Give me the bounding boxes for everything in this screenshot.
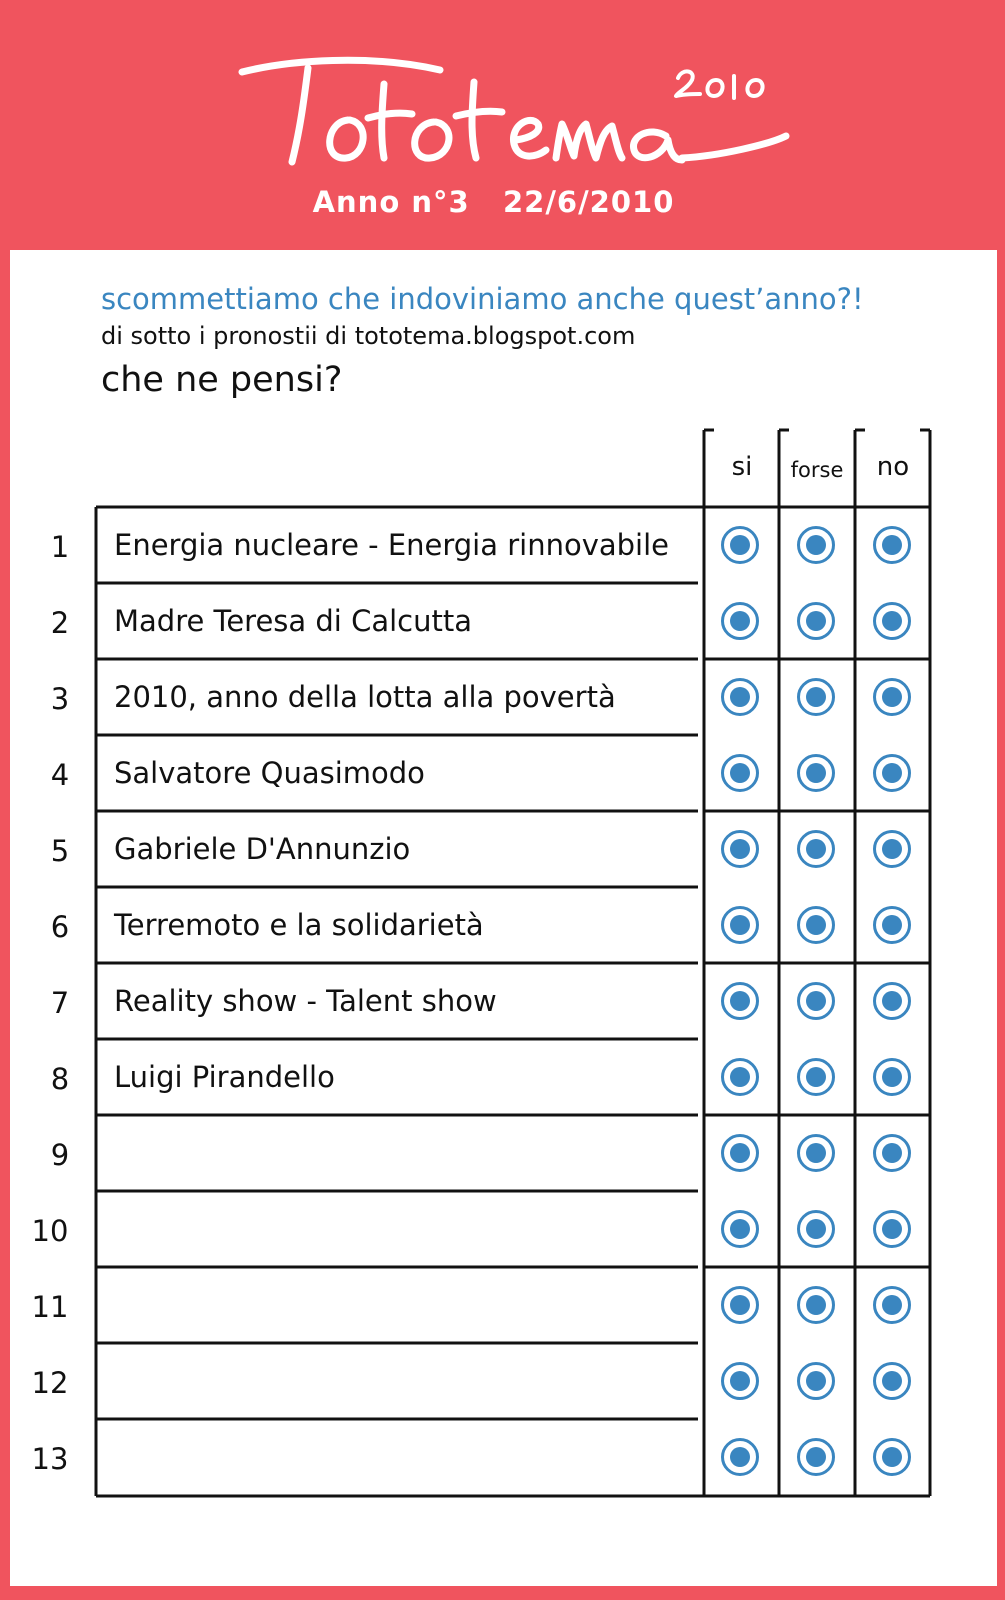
radio-row-13-no[interactable] <box>873 1438 911 1476</box>
radio-row-3-forse[interactable] <box>797 678 835 716</box>
row-label: Reality show - Talent show <box>114 984 497 1018</box>
issue-date-line: Anno n°3 22/6/2010 <box>312 185 675 219</box>
row-number: 1 <box>50 530 70 564</box>
radio-row-1-si[interactable] <box>721 526 759 564</box>
row-number: 11 <box>31 1290 69 1324</box>
radio-row-2-si[interactable] <box>721 602 759 640</box>
radio-row-7-si[interactable] <box>721 982 759 1020</box>
radio-row-5-forse[interactable] <box>797 830 835 868</box>
row-label: Salvatore Quasimodo <box>114 756 425 790</box>
row-number: 3 <box>50 682 70 716</box>
column-header-si: si <box>731 452 753 482</box>
question-heading: che ne pensi? <box>101 360 343 400</box>
radio-row-11-no[interactable] <box>873 1286 911 1324</box>
radio-row-2-forse[interactable] <box>797 602 835 640</box>
radio-row-13-forse[interactable] <box>797 1438 835 1476</box>
radio-row-6-si[interactable] <box>721 906 759 944</box>
radio-row-12-si[interactable] <box>721 1362 759 1400</box>
radio-row-5-no[interactable] <box>873 830 911 868</box>
radio-row-4-si[interactable] <box>721 754 759 792</box>
row-number: 4 <box>50 758 70 792</box>
radio-row-2-no[interactable] <box>873 602 911 640</box>
radio-row-8-si[interactable] <box>721 1058 759 1096</box>
radio-row-3-no[interactable] <box>873 678 911 716</box>
row-number: 7 <box>50 986 70 1020</box>
blog-subline: di sotto i pronostii di tototema.blogspot.com <box>101 322 636 350</box>
radio-row-13-si[interactable] <box>721 1438 759 1476</box>
row-label: Madre Teresa di Calcutta <box>114 604 472 638</box>
row-label: Gabriele D'Annunzio <box>114 832 411 866</box>
row-label: Luigi Pirandello <box>114 1060 335 1094</box>
radio-row-9-forse[interactable] <box>797 1134 835 1172</box>
radio-row-12-forse[interactable] <box>797 1362 835 1400</box>
column-header-forse: forse <box>790 458 844 482</box>
row-label: 2010, anno della lotta alla povertà <box>114 680 616 714</box>
row-number: 12 <box>31 1366 69 1400</box>
row-label: Energia nucleare - Energia rinnovabile <box>114 528 670 562</box>
radio-row-8-no[interactable] <box>873 1058 911 1096</box>
radio-row-7-no[interactable] <box>873 982 911 1020</box>
radio-row-3-si[interactable] <box>721 678 759 716</box>
column-header-no: no <box>876 452 910 482</box>
radio-row-1-forse[interactable] <box>797 526 835 564</box>
radio-row-6-no[interactable] <box>873 906 911 944</box>
radio-row-4-forse[interactable] <box>797 754 835 792</box>
radio-row-6-forse[interactable] <box>797 906 835 944</box>
row-number: 8 <box>50 1062 70 1096</box>
radio-row-9-si[interactable] <box>721 1134 759 1172</box>
radio-row-12-no[interactable] <box>873 1362 911 1400</box>
radio-row-10-si[interactable] <box>721 1210 759 1248</box>
radio-row-9-no[interactable] <box>873 1134 911 1172</box>
radio-row-7-forse[interactable] <box>797 982 835 1020</box>
radio-row-4-no[interactable] <box>873 754 911 792</box>
radio-row-5-si[interactable] <box>721 830 759 868</box>
radio-row-11-forse[interactable] <box>797 1286 835 1324</box>
radio-row-8-forse[interactable] <box>797 1058 835 1096</box>
row-number: 2 <box>50 606 70 640</box>
row-number: 6 <box>50 910 70 944</box>
radio-row-10-no[interactable] <box>873 1210 911 1248</box>
row-label: Terremoto e la solidarietà <box>114 908 484 942</box>
radio-row-11-si[interactable] <box>721 1286 759 1324</box>
row-number: 9 <box>50 1138 70 1172</box>
radio-row-10-forse[interactable] <box>797 1210 835 1248</box>
tagline: scommettiamo che indoviniamo anche quest’anno?! <box>101 282 864 316</box>
row-number: 5 <box>50 834 70 868</box>
radio-row-1-no[interactable] <box>873 526 911 564</box>
row-number: 13 <box>31 1442 69 1476</box>
row-number: 10 <box>31 1214 69 1248</box>
